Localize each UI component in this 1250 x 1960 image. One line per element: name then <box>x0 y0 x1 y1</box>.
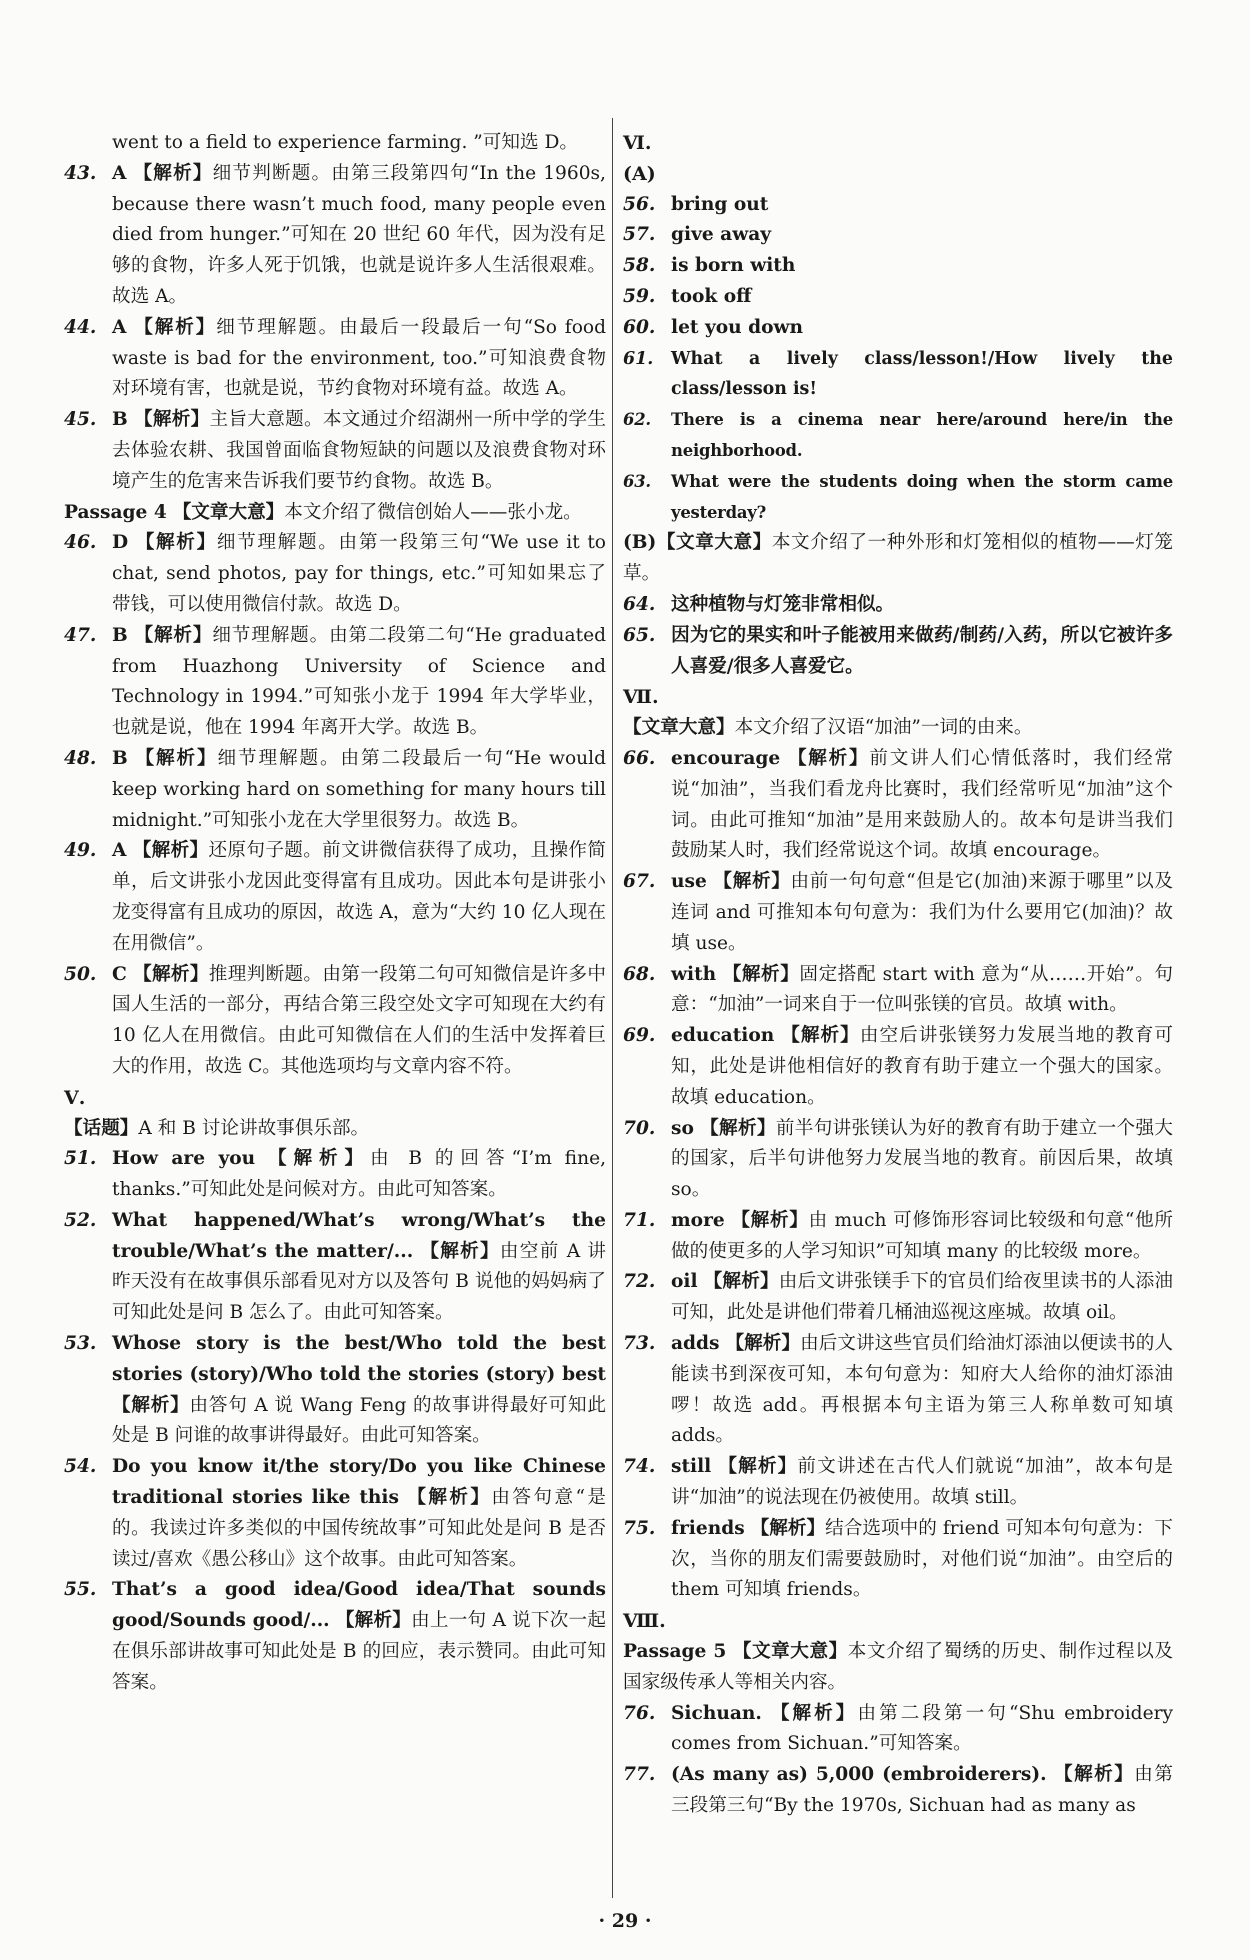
answer-45: 45. B 【解析】主旨大意题。本文通过介绍湖州一所中学的学生去体验农耕、我国曾面临食物短缺的问题以及浪费食物对环境产生的危害来告诉我们要节约食物。故选 B。 <box>64 409 606 492</box>
answer-77: 77. (As many as) 5,000 (embroiderers). 【解析】由第三段第三句“By the 1970s, Sichuan had as many as <box>623 1764 1173 1817</box>
passage-4-summary: Passage 4 【文章大意】本文介绍了微信创始人——张小龙。 <box>64 501 582 523</box>
answer-55: 55. That’s a good idea/Good idea/That sounds good/Sounds good/... 【解析】由上一句 A 说下次一起在俱乐部讲故事可知此处是 B 的回应，表示赞同。由此可知答案。 <box>64 1579 606 1693</box>
answer-76: 76. Sichuan. 【解析】由第二段第一句“Shu embroidery comes from Sichuan.”可知答案。 <box>623 1702 1173 1755</box>
part-b-summary: (B)【文章大意】本文介绍了一种外形和灯笼相似的植物——灯笼草。 <box>623 532 1173 585</box>
answer-57: 57. give away <box>623 224 772 246</box>
section-7-heading: Ⅶ. <box>623 686 659 709</box>
answer-46: 46. D 【解析】细节理解题。由第一段第三句“We use it to chat, send photos, pay for things, etc.”可知如果忘了带钱，可以使用微信付款。故选 D。 <box>64 532 606 615</box>
answer-59: 59. took off <box>623 285 752 307</box>
answer-52: 52. What happened/What’s wrong/What’s the trouble/What’s the matter/... 【解析】由空前 A 讲昨天没有在故事俱乐部看见对方以及答句 B 说他的妈妈病了可知此处是问 B 怎么了。由此可知答案。 <box>64 1209 606 1324</box>
answer-44: 44. A 【解析】细节理解题。由最后一段最后一句“So food waste is bad for the environment, too.”可知浪费食物对环境有害，也就是说，节约食物对环境有益。故选 A。 <box>64 316 606 400</box>
answer-68: 68. with 【解析】固定搭配 start with 意为“从……开始”。句意：“加油”一词来自于一位叫张镁的官员。故填 with。 <box>623 963 1173 1016</box>
answer-53: 53. Whose story is the best/Who told the best stories (story)/Who told the stories (story) best 【解析】由答句 A 说 Wang Feng 的故事讲得最好可知此处是 B 问谁的故事讲得最好。由此可知答案。 <box>64 1333 606 1447</box>
answer-58: 58. is born with <box>623 255 796 277</box>
answer-54: 54. Do you know it/the story/Do you like Chinese traditional stories like this 【解析】由答句意“是的。我读过许多类似的中国传统故事”可知此处是问 B 是否读过/喜欢《愚公移山》这个故事。由此可知答案。 <box>64 1456 606 1570</box>
section-8-heading: Ⅷ. <box>623 1610 666 1633</box>
answer-50: 50. C 【解析】推理判断题。由第一段第二句可知微信是许多中国人生活的一部分，再结合第三段空处文字可知现在大约有 10 亿人在用微信。由此可知微信在人们的生活中发挥着巨大的作用，故选 C。其他选项均与文章内容不符。 <box>64 963 606 1077</box>
part-a-label: (A) <box>623 162 656 185</box>
answer-72: 72. oil 【解析】由后文讲张镁手下的官员们给夜里读书的人添油可知，此处是讲他们带着几桶油巡视这座城。故填 oil。 <box>623 1271 1173 1324</box>
section-5-heading: Ⅴ. <box>64 1086 86 1109</box>
passage-5-summary: Passage 5 【文章大意】本文介绍了蜀绣的历史、制作过程以及国家级传承人等相关内容。 <box>623 1641 1173 1693</box>
answer-64: 64. 这种植物与灯笼非常相似。 <box>623 593 895 615</box>
left-column <box>64 128 606 1699</box>
answer-66: 66. encourage 【解析】前文讲人们心情低落时，我们经常说“加油”，当我们看龙舟比赛时，我们经常听见“加油”这个词。由此可推知“加油”是用来鼓励人的。故本句是讲当我们鼓励某人时，我们经常说这个词。故填 encourage。 <box>623 747 1173 862</box>
answer-61: 61. What a lively class/lesson!/How lively the class/lesson is! <box>623 348 1173 400</box>
answer-60: 60. let you down <box>623 316 804 338</box>
right-column <box>623 128 1173 1822</box>
answer-75: 75. friends 【解析】结合选项中的 friend 可知本句句意为：下次，当你的朋友们需要鼓励时，对他们说“加油”。由空后的 them 可知填 friends。 <box>623 1517 1173 1601</box>
answer-74: 74. still 【解析】前文讲述在古代人们就说“加油”，故本句是讲“加油”的说法现在仍被使用。故填 still。 <box>623 1456 1173 1509</box>
continued-text: went to a field to experience farming. ”可知选 D。 <box>112 132 578 153</box>
section-6-heading: Ⅵ. <box>623 132 652 154</box>
answer-71: 71. more 【解析】由 much 可修饰形容词比较级和句意“他所做的使更多的人学习知识”可知填 many 的比较级 more。 <box>623 1209 1173 1262</box>
answer-48: 48. B 【解析】细节理解题。由第二段最后一句“He would keep working hard on something for many hours till midnight.”可知张小龙在大学里很努力。故选 B。 <box>64 747 606 831</box>
section-5-topic: 【话题】A 和 B 讨论讲故事俱乐部。 <box>64 1117 370 1139</box>
answer-47: 47. B 【解析】细节理解题。由第二段第二句“He graduated from Huazhong University of Science and Technology in 1994.”可知张小龙于 1994 年大学毕业，也就是说，他在 1994 年离开大学。故选 B。 <box>64 624 606 739</box>
answer-73: 73. adds 【解析】由后文讲这些官员们给油灯添油以便读书的人能读书到深夜可知，本句句意为：知府大人给你的油灯添油啰！故选 add。再根据本句主语为第三人称单数可知填 adds。 <box>623 1333 1173 1447</box>
answer-70: 70. so 【解析】前半句讲张镁认为好的教育有助于建立一个强大的国家，后半句讲他努力发展当地的教育。前因后果，故填 so。 <box>623 1117 1173 1201</box>
answer-67: 67. use 【解析】由前一句句意“但是它(加油)来源于哪里”以及连词 and 可推知本句句意为：我们为什么要用它(加油)？故填 use。 <box>623 871 1173 954</box>
answer-49: 49. A 【解析】还原句子题。前文讲微信获得了成功，且操作简单，后文讲张小龙因此变得富有且成功。因此本句是讲张小龙变得富有且成功的原因，故选 A，意为“大约 10 亿人现在在用微信”。 <box>64 840 606 954</box>
column-divider <box>612 118 613 1898</box>
section-7-summary: 【文章大意】本文介绍了汉语“加油”一词的由来。 <box>623 717 1033 739</box>
answer-63: 63. What were the students doing when the storm came yesterday? <box>623 471 1173 522</box>
answer-69: 69. education 【解析】由空后讲张镁努力发展当地的教育可知，此处是讲他相信好的教育有助于建立一个强大的国家。故填 education。 <box>623 1025 1173 1108</box>
answer-43: 43. A 【解析】细节判断题。由第三段第四句“In the 1960s, because there wasn’t much food, many people even died from hunger.”可知在 20 世纪 60 年代，因为没有足够的食物，许多人死于饥饿，也就是说许多人生活很艰难。故选 A。 <box>64 162 606 307</box>
answer-65: 65. 因为它的果实和叶子能被用来做药/制药/入药，所以它被许多人喜爱/很多人喜爱它。 <box>623 624 1173 677</box>
page-number: · 29 · <box>598 1910 652 1932</box>
answer-62: 62. There is a cinema near here/around here/in the neighborhood. <box>623 410 1173 460</box>
answer-56: 56. bring out <box>623 193 769 215</box>
answer-51: 51. How are you 【解析】由 B 的回答“I’m fine, thanks.”可知此处是问候对方。由此可知答案。 <box>64 1148 606 1201</box>
